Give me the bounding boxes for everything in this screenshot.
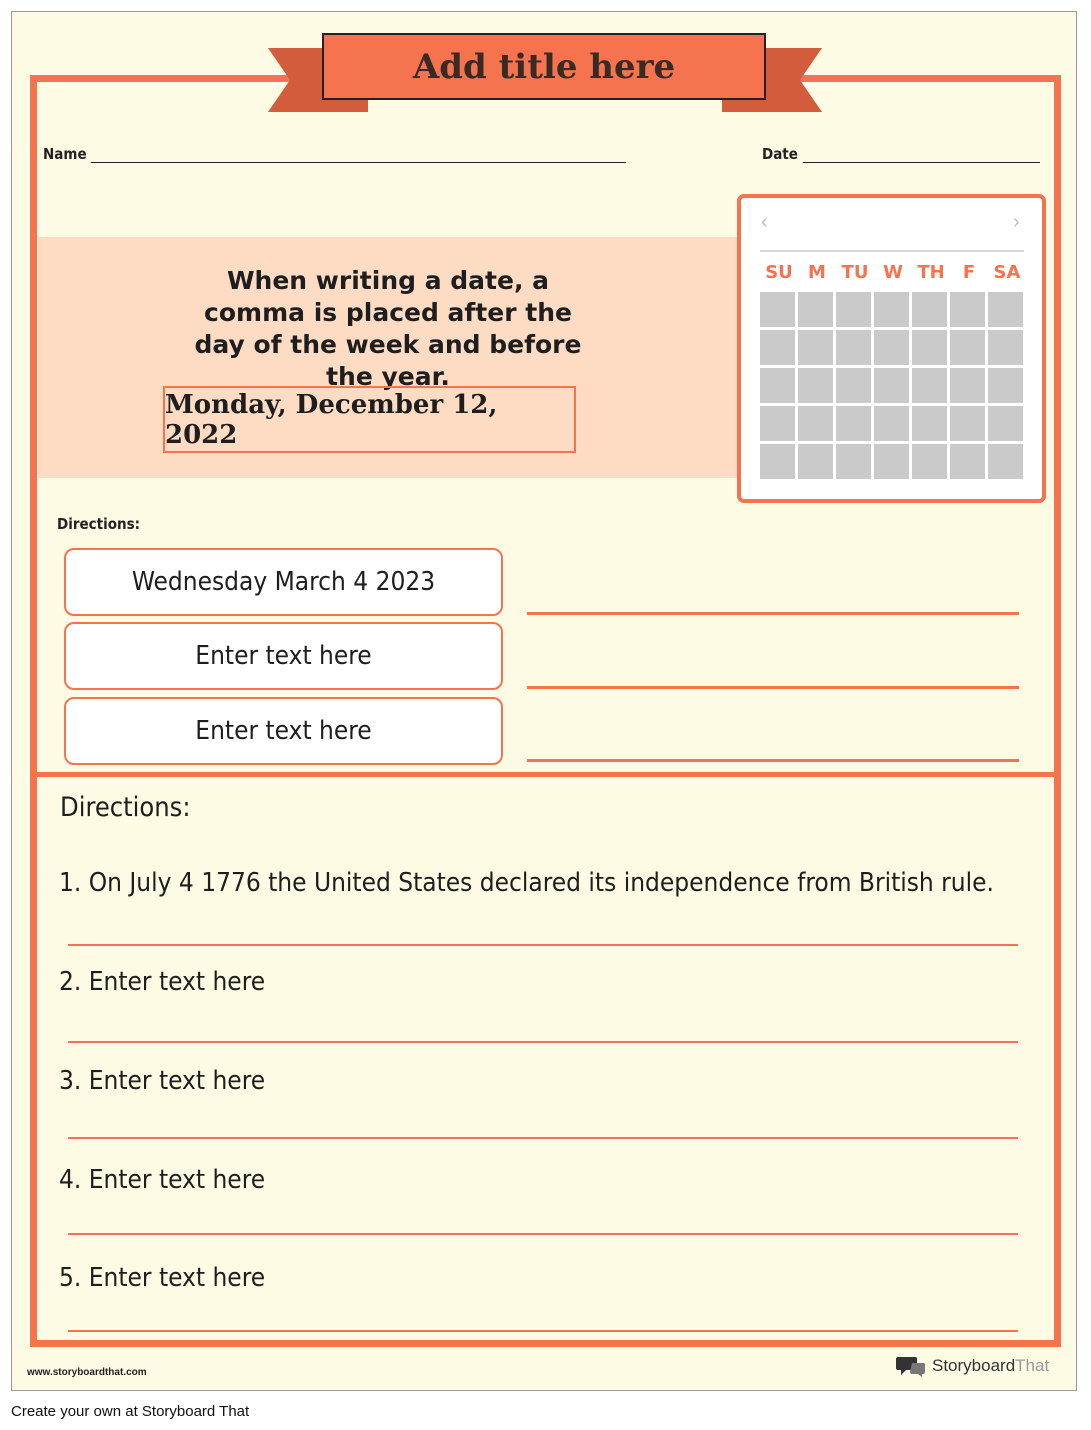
calendar-cell[interactable] — [836, 292, 871, 327]
calendar-cell[interactable] — [874, 330, 909, 365]
sentence-answer-line[interactable] — [68, 1137, 1018, 1139]
weekday-label: W — [883, 262, 903, 283]
weekday-label: M — [808, 262, 826, 283]
calendar-cell[interactable] — [988, 330, 1023, 365]
calendar-cell[interactable] — [760, 368, 795, 403]
section-divider — [30, 772, 1061, 777]
date-line[interactable] — [803, 162, 1040, 163]
answer-line[interactable] — [527, 612, 1019, 615]
calendar-cell[interactable] — [760, 292, 795, 327]
sentence-prompt[interactable]: 4. Enter text here — [59, 1165, 266, 1195]
calendar-cell[interactable] — [988, 406, 1023, 441]
calendar-cell[interactable] — [874, 368, 909, 403]
directions-label-top: Directions: — [57, 515, 141, 533]
calendar-cell[interactable] — [950, 444, 985, 479]
calendar-cell[interactable] — [912, 368, 947, 403]
calendar-cell[interactable] — [950, 406, 985, 441]
date-label: Date — [762, 145, 798, 163]
calendar-cell[interactable] — [874, 292, 909, 327]
weekday-label: SA — [993, 262, 1021, 283]
date-prompt-box[interactable]: Enter text here — [64, 622, 503, 690]
calendar-cell[interactable] — [760, 406, 795, 441]
sentence-prompt[interactable]: 1. On July 4 1776 the United States declared its independence from British rule. — [59, 868, 994, 898]
calendar-weekdays — [760, 262, 1026, 283]
calendar-cell[interactable] — [912, 444, 947, 479]
weekday-label: TU — [841, 262, 869, 283]
sentence-answer-line[interactable] — [68, 1233, 1018, 1235]
answer-line[interactable] — [527, 759, 1019, 762]
sentence-prompt[interactable]: 2. Enter text here — [59, 967, 266, 997]
example-date-box: Monday, December 12, 2022 — [163, 386, 576, 453]
calendar-cell[interactable] — [798, 330, 833, 365]
calendar-cell[interactable] — [912, 406, 947, 441]
calendar-cell[interactable] — [950, 292, 985, 327]
answer-line[interactable] — [527, 686, 1019, 689]
storyboardthat-logo[interactable] — [896, 1354, 1049, 1378]
chevron-right-icon[interactable]: › — [1013, 211, 1020, 233]
calendar-cell[interactable] — [798, 406, 833, 441]
calendar-cell[interactable] — [988, 292, 1023, 327]
calendar-cell[interactable] — [988, 368, 1023, 403]
calendar-cell[interactable] — [798, 292, 833, 327]
calendar-cell[interactable] — [836, 444, 871, 479]
sentence-answer-line[interactable] — [68, 944, 1018, 946]
calendar-cell[interactable] — [950, 368, 985, 403]
calendar-cell[interactable] — [836, 330, 871, 365]
calendar-cell[interactable] — [798, 368, 833, 403]
brand-name: Storyboard — [932, 1356, 1016, 1375]
rule-text: When writing a date, a comma is placed after the day of the week and before the year. — [194, 266, 582, 391]
calendar-cell[interactable] — [950, 330, 985, 365]
weekday-label: F — [962, 262, 976, 283]
calendar-widget — [737, 194, 1046, 503]
sentence-prompt[interactable]: 5. Enter text here — [59, 1263, 266, 1293]
directions-label-bottom: Directions: — [60, 792, 191, 823]
storyboard-caption[interactable]: Create your own at Storyboard That — [11, 1403, 250, 1420]
calendar-cell[interactable] — [760, 330, 795, 365]
chevron-left-icon[interactable]: ‹ — [761, 211, 768, 233]
calendar-cell[interactable] — [912, 292, 947, 327]
weekday-label: SU — [765, 262, 793, 283]
brand-suffix: That — [1015, 1356, 1050, 1375]
calendar-cell[interactable] — [798, 444, 833, 479]
rule-panel — [38, 237, 740, 478]
footer-url[interactable]: www.storyboardthat.com — [27, 1367, 147, 1378]
worksheet-title[interactable]: Add title here — [412, 46, 676, 87]
calendar-cell[interactable] — [874, 406, 909, 441]
calendar-divider — [760, 250, 1024, 252]
calendar-grid — [760, 292, 1023, 479]
sentence-answer-line[interactable] — [68, 1330, 1018, 1332]
weekday-label: TH — [917, 262, 945, 283]
title-banner[interactable] — [322, 33, 766, 100]
sentence-answer-line[interactable] — [68, 1041, 1018, 1043]
calendar-cell[interactable] — [760, 444, 795, 479]
name-line[interactable] — [91, 162, 626, 163]
calendar-cell[interactable] — [836, 406, 871, 441]
calendar-cell[interactable] — [988, 444, 1023, 479]
calendar-cell[interactable] — [836, 368, 871, 403]
speech-bubbles-icon — [896, 1354, 926, 1378]
name-label: Name — [43, 145, 87, 163]
calendar-cell[interactable] — [874, 444, 909, 479]
date-prompt-box[interactable]: Wednesday March 4 2023 — [64, 548, 503, 616]
date-prompt-box[interactable]: Enter text here — [64, 697, 503, 765]
calendar-cell[interactable] — [912, 330, 947, 365]
sentence-prompt[interactable]: 3. Enter text here — [59, 1066, 266, 1096]
